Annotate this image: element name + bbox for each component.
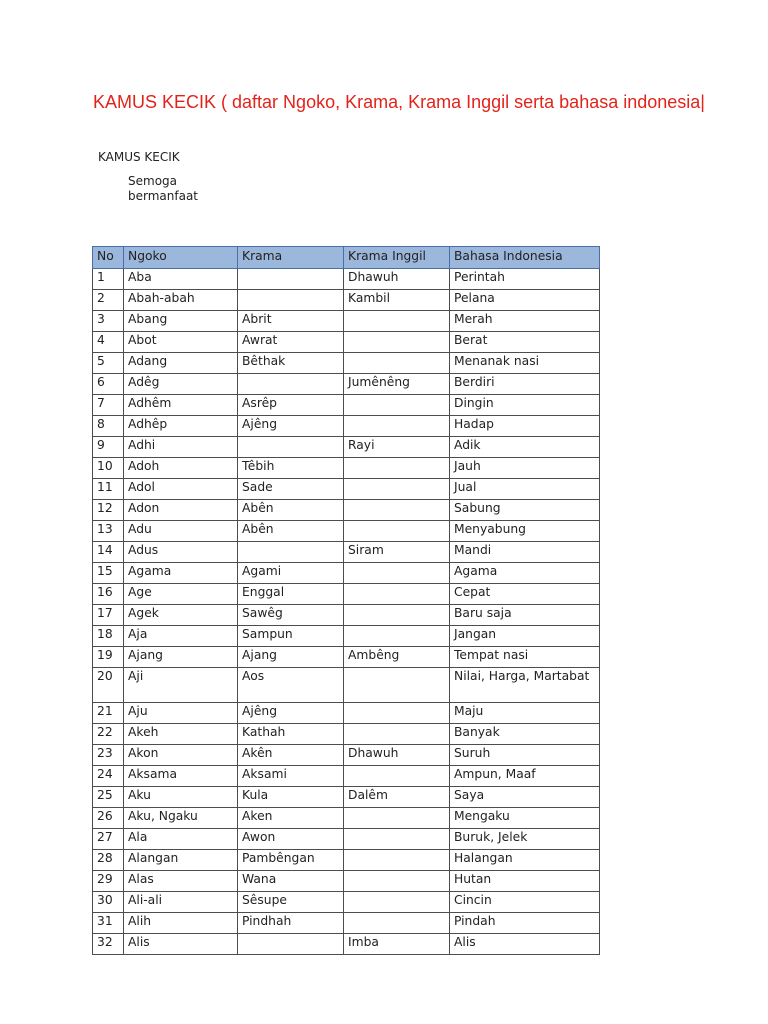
cell-krama-inggil: Dalêm — [344, 787, 450, 808]
cell-ngoko: Akon — [124, 745, 238, 766]
cell-no: 11 — [93, 479, 124, 500]
cell-no: 31 — [93, 913, 124, 934]
cell-bahasa-indonesia: Menanak nasi — [450, 353, 600, 374]
cell-krama-inggil — [344, 808, 450, 829]
cell-ngoko: Alangan — [124, 850, 238, 871]
cell-bahasa-indonesia: Buruk, Jelek — [450, 829, 600, 850]
cell-krama-inggil — [344, 626, 450, 647]
cell-no: 7 — [93, 395, 124, 416]
cell-krama: Sêsupe — [238, 892, 344, 913]
document-subtitle: KAMUS KECIK — [98, 150, 180, 164]
table-row — [93, 808, 600, 829]
cell-no: 21 — [93, 703, 124, 724]
table-row — [93, 353, 600, 374]
cell-krama-inggil: Dhawuh — [344, 269, 450, 290]
cell-krama-inggil — [344, 913, 450, 934]
cell-bahasa-indonesia: Ampun, Maaf — [450, 766, 600, 787]
cell-no: 16 — [93, 584, 124, 605]
cell-krama-inggil — [344, 871, 450, 892]
cell-bahasa-indonesia: Pelana — [450, 290, 600, 311]
page-title: KAMUS KECIK ( daftar Ngoko, Krama, Krama Inggil serta bahasa indonesia| — [93, 92, 705, 112]
cell-krama: Abrit — [238, 311, 344, 332]
cell-krama: Sade — [238, 479, 344, 500]
cell-no: 8 — [93, 416, 124, 437]
cell-no: 18 — [93, 626, 124, 647]
cell-krama: Abên — [238, 500, 344, 521]
cell-bahasa-indonesia: Pindah — [450, 913, 600, 934]
cell-krama: Abên — [238, 521, 344, 542]
cell-krama — [238, 374, 344, 395]
cell-krama — [238, 542, 344, 563]
table-row — [93, 395, 600, 416]
table-row — [93, 913, 600, 934]
cell-no: 14 — [93, 542, 124, 563]
cell-bahasa-indonesia: Adik — [450, 437, 600, 458]
cell-no: 19 — [93, 647, 124, 668]
cell-krama-inggil — [344, 724, 450, 745]
cell-krama-inggil: Rayi — [344, 437, 450, 458]
cell-ngoko: Age — [124, 584, 238, 605]
table-row — [93, 374, 600, 395]
cell-no: 26 — [93, 808, 124, 829]
cell-bahasa-indonesia: Mengaku — [450, 808, 600, 829]
cell-bahasa-indonesia: Banyak — [450, 724, 600, 745]
cell-krama: Ajang — [238, 647, 344, 668]
table-row — [93, 871, 600, 892]
cell-krama: Ajêng — [238, 416, 344, 437]
cell-krama: Sawêg — [238, 605, 344, 626]
cell-krama-inggil — [344, 521, 450, 542]
dictionary-table — [92, 246, 600, 955]
cell-no: 2 — [93, 290, 124, 311]
cell-no: 25 — [93, 787, 124, 808]
cell-no: 24 — [93, 766, 124, 787]
table-row — [93, 605, 600, 626]
cell-no: 6 — [93, 374, 124, 395]
cell-krama-inggil — [344, 458, 450, 479]
cell-krama: Aksami — [238, 766, 344, 787]
cell-krama-inggil — [344, 892, 450, 913]
cell-krama: Aos — [238, 668, 344, 703]
cell-krama: Awrat — [238, 332, 344, 353]
cell-bahasa-indonesia: Berdiri — [450, 374, 600, 395]
table-row — [93, 479, 600, 500]
cell-ngoko: Aji — [124, 668, 238, 703]
cell-bahasa-indonesia: Agama — [450, 563, 600, 584]
cell-krama-inggil — [344, 311, 450, 332]
cell-krama-inggil: Siram — [344, 542, 450, 563]
table-row — [93, 332, 600, 353]
cell-bahasa-indonesia: Tempat nasi — [450, 647, 600, 668]
cell-krama-inggil: Jumênêng — [344, 374, 450, 395]
cell-krama: Pindhah — [238, 913, 344, 934]
cell-ngoko: Alis — [124, 934, 238, 955]
cell-krama — [238, 290, 344, 311]
cell-ngoko: Adhêp — [124, 416, 238, 437]
cell-no: 15 — [93, 563, 124, 584]
cell-ngoko: Adêg — [124, 374, 238, 395]
table-row — [93, 458, 600, 479]
cell-krama-inggil — [344, 500, 450, 521]
table-row — [93, 626, 600, 647]
cell-krama — [238, 934, 344, 955]
cell-no: 28 — [93, 850, 124, 871]
cell-bahasa-indonesia: Berat — [450, 332, 600, 353]
cell-no: 32 — [93, 934, 124, 955]
cell-ngoko: Agama — [124, 563, 238, 584]
cell-krama-inggil — [344, 416, 450, 437]
cell-krama — [238, 437, 344, 458]
table-row — [93, 311, 600, 332]
cell-krama-inggil: Ambêng — [344, 647, 450, 668]
cell-krama: Bêthak — [238, 353, 344, 374]
cell-bahasa-indonesia: Menyabung — [450, 521, 600, 542]
cell-no: 12 — [93, 500, 124, 521]
header-bahasa-indonesia: Bahasa Indonesia — [450, 247, 600, 269]
table-row — [93, 647, 600, 668]
document-note: Semoga bermanfaat — [128, 174, 199, 203]
cell-bahasa-indonesia: Alis — [450, 934, 600, 955]
cell-krama: Asrêp — [238, 395, 344, 416]
table-row — [93, 850, 600, 871]
cell-krama-inggil — [344, 584, 450, 605]
cell-krama-inggil — [344, 829, 450, 850]
cell-bahasa-indonesia: Halangan — [450, 850, 600, 871]
cell-ngoko: Adus — [124, 542, 238, 563]
cell-krama-inggil — [344, 353, 450, 374]
cell-ngoko: Abang — [124, 311, 238, 332]
cell-bahasa-indonesia: Jauh — [450, 458, 600, 479]
table-row — [93, 766, 600, 787]
cell-no: 22 — [93, 724, 124, 745]
cell-ngoko: Ali-ali — [124, 892, 238, 913]
cell-krama-inggil: Kambil — [344, 290, 450, 311]
cell-krama: Enggal — [238, 584, 344, 605]
cell-no: 10 — [93, 458, 124, 479]
cell-krama — [238, 269, 344, 290]
cell-krama: Pambêngan — [238, 850, 344, 871]
cell-bahasa-indonesia: Merah — [450, 311, 600, 332]
cell-bahasa-indonesia: Sabung — [450, 500, 600, 521]
cell-no: 29 — [93, 871, 124, 892]
cell-no: 17 — [93, 605, 124, 626]
cell-bahasa-indonesia: Baru saja — [450, 605, 600, 626]
cell-ngoko: Adhêm — [124, 395, 238, 416]
cell-ngoko: Alas — [124, 871, 238, 892]
cell-bahasa-indonesia: Jangan — [450, 626, 600, 647]
cell-ngoko: Ajang — [124, 647, 238, 668]
cell-bahasa-indonesia: Hutan — [450, 871, 600, 892]
header-krama: Krama — [238, 247, 344, 269]
cell-bahasa-indonesia: Mandi — [450, 542, 600, 563]
cell-krama-inggil: Dhawuh — [344, 745, 450, 766]
cell-krama-inggil — [344, 703, 450, 724]
cell-krama: Kathah — [238, 724, 344, 745]
cell-ngoko: Adon — [124, 500, 238, 521]
table-row — [93, 829, 600, 850]
cell-krama: Awon — [238, 829, 344, 850]
cell-ngoko: Adang — [124, 353, 238, 374]
cell-ngoko: Adol — [124, 479, 238, 500]
cell-no: 4 — [93, 332, 124, 353]
cell-ngoko: Aksama — [124, 766, 238, 787]
cell-ngoko: Alih — [124, 913, 238, 934]
table-row — [93, 290, 600, 311]
table-row — [93, 437, 600, 458]
cell-ngoko: Aju — [124, 703, 238, 724]
table-row — [93, 500, 600, 521]
cell-bahasa-indonesia: Maju — [450, 703, 600, 724]
table-row — [93, 745, 600, 766]
cell-krama-inggil — [344, 605, 450, 626]
cell-bahasa-indonesia: Saya — [450, 787, 600, 808]
cell-krama-inggil — [344, 668, 450, 703]
table-row — [93, 521, 600, 542]
cell-ngoko: Aku, Ngaku — [124, 808, 238, 829]
table-header-row — [93, 247, 600, 269]
table-row — [93, 584, 600, 605]
cell-krama-inggil: Imba — [344, 934, 450, 955]
table-body — [93, 269, 600, 955]
cell-ngoko: Aja — [124, 626, 238, 647]
table-row — [93, 892, 600, 913]
cell-bahasa-indonesia: Dingin — [450, 395, 600, 416]
cell-ngoko: Akeh — [124, 724, 238, 745]
cell-no: 30 — [93, 892, 124, 913]
cell-bahasa-indonesia: Cepat — [450, 584, 600, 605]
cell-krama-inggil — [344, 395, 450, 416]
cell-no: 9 — [93, 437, 124, 458]
table-row — [93, 542, 600, 563]
cell-bahasa-indonesia: Suruh — [450, 745, 600, 766]
cell-krama-inggil — [344, 850, 450, 871]
cell-no: 20 — [93, 668, 124, 703]
cell-ngoko: Agek — [124, 605, 238, 626]
cell-krama-inggil — [344, 479, 450, 500]
cell-bahasa-indonesia: Perintah — [450, 269, 600, 290]
header-krama-inggil: Krama Inggil — [344, 247, 450, 269]
cell-krama: Akên — [238, 745, 344, 766]
cell-ngoko: Adoh — [124, 458, 238, 479]
cell-no: 5 — [93, 353, 124, 374]
cell-no: 13 — [93, 521, 124, 542]
cell-ngoko: Abah-abah — [124, 290, 238, 311]
cell-krama-inggil — [344, 332, 450, 353]
cell-bahasa-indonesia: Nilai, Harga, Martabat — [450, 668, 600, 703]
table-row — [93, 724, 600, 745]
table-row — [93, 787, 600, 808]
cell-bahasa-indonesia: Cincin — [450, 892, 600, 913]
cell-krama: Têbih — [238, 458, 344, 479]
cell-ngoko: Ala — [124, 829, 238, 850]
cell-krama: Wana — [238, 871, 344, 892]
table-row — [93, 668, 600, 703]
table-row — [93, 269, 600, 290]
cell-krama: Aken — [238, 808, 344, 829]
table-row — [93, 416, 600, 437]
cell-bahasa-indonesia: Hadap — [450, 416, 600, 437]
cell-no: 23 — [93, 745, 124, 766]
header-ngoko: Ngoko — [124, 247, 238, 269]
cell-krama: Sampun — [238, 626, 344, 647]
header-no: No — [93, 247, 124, 269]
cell-ngoko: Aku — [124, 787, 238, 808]
cell-no: 27 — [93, 829, 124, 850]
cell-krama: Ajêng — [238, 703, 344, 724]
cell-ngoko: Adu — [124, 521, 238, 542]
table-row — [93, 934, 600, 955]
cell-no: 1 — [93, 269, 124, 290]
cell-ngoko: Adhi — [124, 437, 238, 458]
cell-no: 3 — [93, 311, 124, 332]
cell-bahasa-indonesia: Jual — [450, 479, 600, 500]
table-row — [93, 703, 600, 724]
cell-krama: Kula — [238, 787, 344, 808]
cell-ngoko: Aba — [124, 269, 238, 290]
table-row — [93, 563, 600, 584]
cell-ngoko: Abot — [124, 332, 238, 353]
cell-krama: Agami — [238, 563, 344, 584]
cell-krama-inggil — [344, 563, 450, 584]
cell-krama-inggil — [344, 766, 450, 787]
